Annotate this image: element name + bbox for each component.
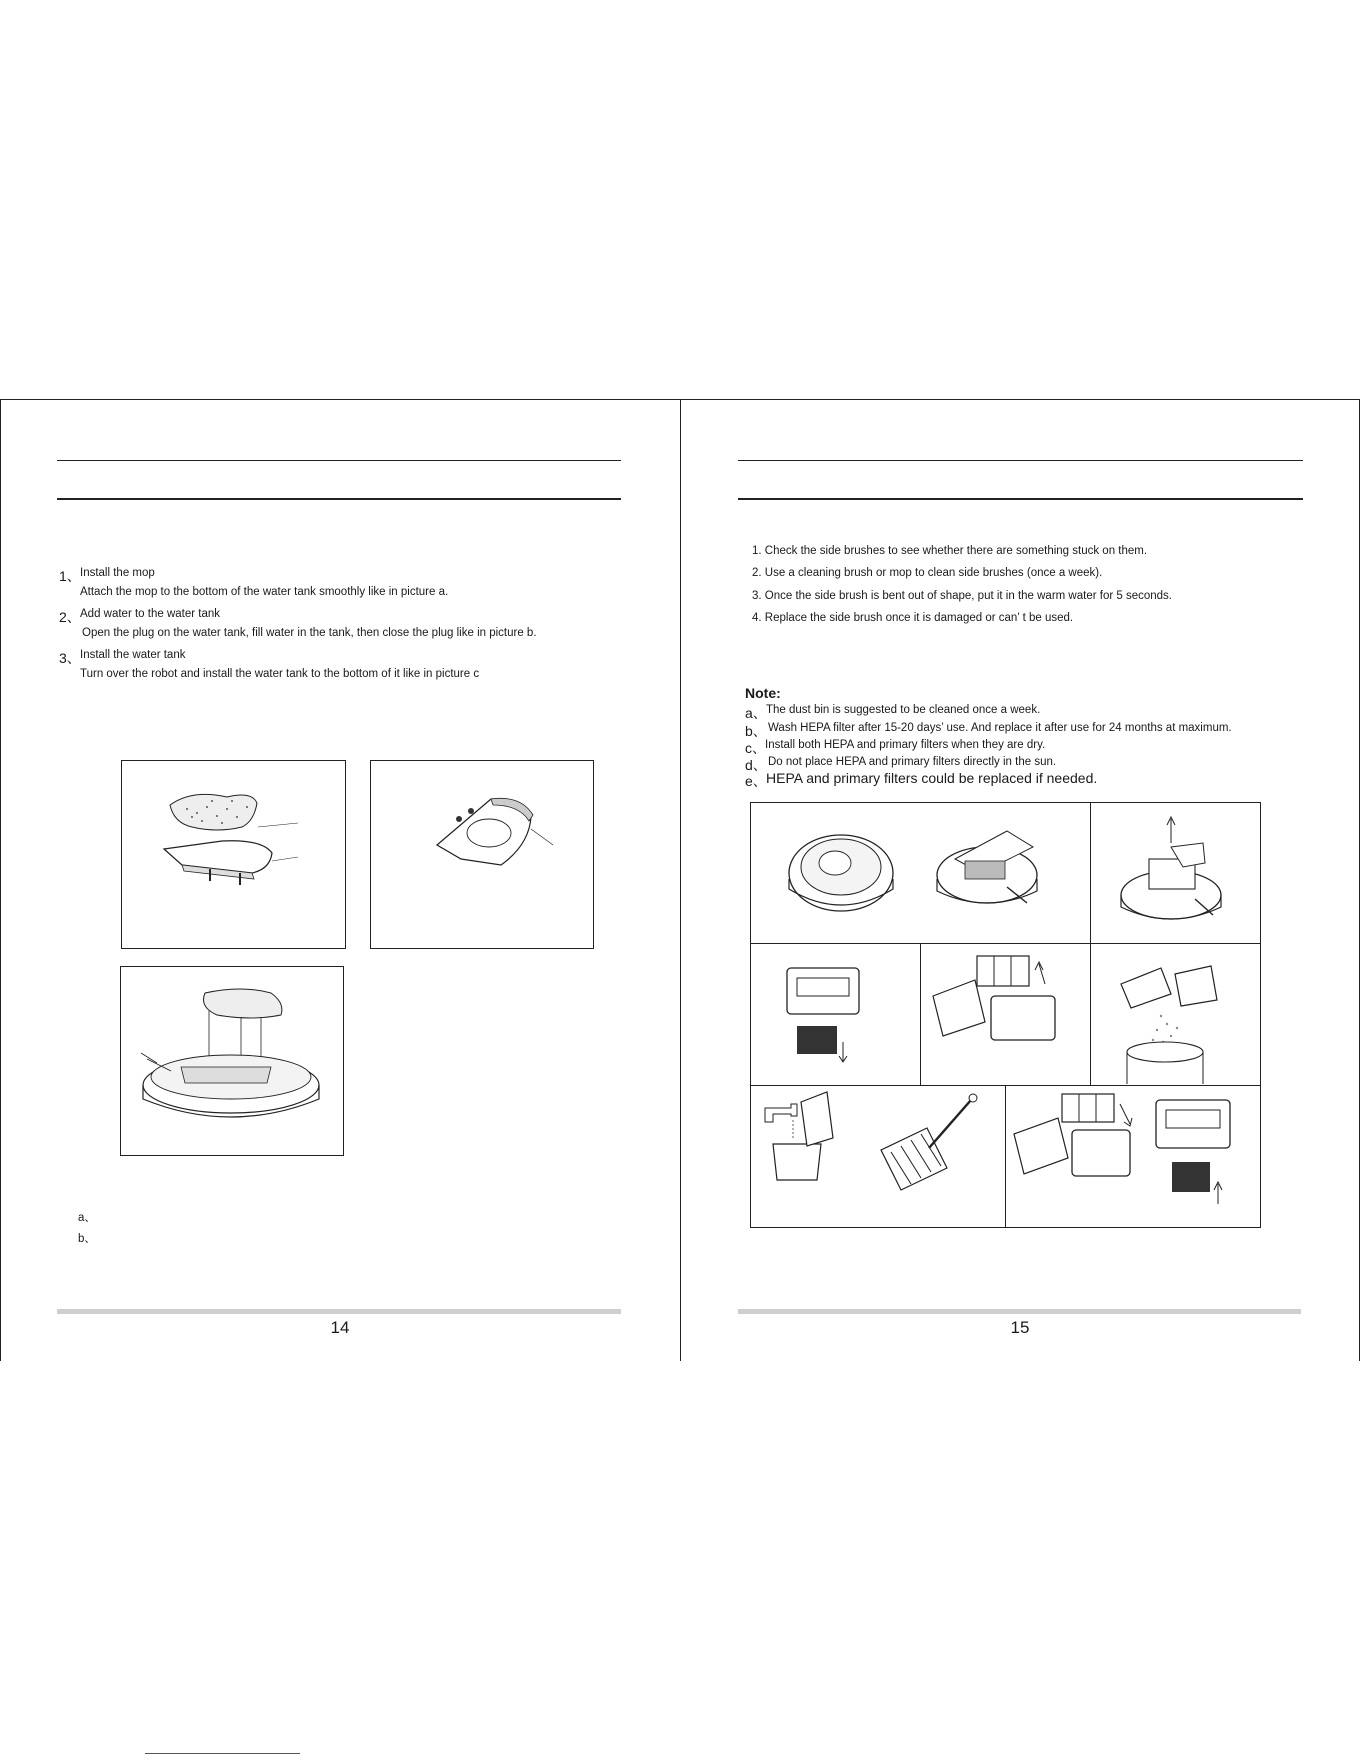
note-marker: a、 bbox=[745, 705, 767, 721]
note-text: Install both HEPA and primary filters when they are dry. bbox=[765, 739, 1046, 751]
brush-step: 4. Replace the side brush once it is damaged or can’ t be used. bbox=[752, 612, 1074, 624]
step-title: Add water to the water tank bbox=[80, 608, 220, 620]
step-number: 3、 bbox=[59, 650, 81, 666]
step-detail: Open the plug on the water tank, fill water in the tank, then close the plug like in picture b. bbox=[82, 627, 537, 639]
dust-bin-illustration bbox=[1091, 803, 1260, 943]
footer-rule bbox=[57, 1309, 621, 1314]
step-title: Install the water tank bbox=[80, 649, 186, 661]
water-tank-illustration bbox=[371, 761, 593, 948]
note-text: The dust bin is suggested to be cleaned once a week. bbox=[766, 704, 1041, 716]
step-number: 1、 bbox=[59, 568, 81, 584]
picture-b bbox=[370, 760, 594, 949]
bottom-link-underline bbox=[145, 1753, 300, 1754]
robot-top-illustration bbox=[751, 803, 1090, 943]
step-detail: Attach the mop to the bottom of the water tank smoothly like in picture a. bbox=[80, 586, 449, 598]
brush-step: 2. Use a cleaning brush or mop to clean side brushes (once a week). bbox=[752, 567, 1103, 579]
note-marker: e、 bbox=[745, 773, 767, 789]
list-marker: a、 bbox=[78, 1212, 96, 1224]
hepa-filter-illustration bbox=[921, 944, 1090, 1085]
header-rule-top bbox=[738, 460, 1303, 461]
list-marker: b、 bbox=[78, 1233, 96, 1245]
hepa-filter-illustration bbox=[1006, 1086, 1260, 1227]
faucet-icon bbox=[751, 1086, 1005, 1227]
brush-step: 1. Check the side brushes to see whether there are something stuck on them. bbox=[752, 545, 1148, 557]
hepa-filter-illustration bbox=[751, 944, 920, 1085]
header-rule-bottom bbox=[57, 498, 621, 500]
robot-underside-illustration bbox=[121, 967, 343, 1155]
note-marker: b、 bbox=[745, 723, 767, 739]
page-number: 14 bbox=[330, 1318, 350, 1337]
page-divider bbox=[680, 399, 681, 1361]
picture-c bbox=[120, 966, 344, 1156]
step-detail: Turn over the robot and install the water tank to the bottom of it like in picture c bbox=[80, 668, 480, 680]
brush-step: 3. Once the side brush is bent out of shape, put it in the warm water for 5 seconds. bbox=[752, 590, 1172, 602]
note-text: Wash HEPA filter after 15-20 days’ use. And replace it after use for 24 months at maximum. bbox=[768, 722, 1232, 734]
header-rule-bottom bbox=[738, 498, 1303, 500]
cleaning-brush-icon bbox=[881, 1094, 977, 1190]
page-number: 15 bbox=[1010, 1318, 1030, 1337]
note-text: HEPA and primary filters could be replaced if needed. bbox=[766, 770, 1098, 786]
dust-bin-illustration bbox=[1091, 944, 1260, 1085]
note-marker: c、 bbox=[745, 740, 766, 756]
step-title: Install the mop bbox=[80, 567, 155, 579]
note-label: Note: bbox=[745, 685, 781, 701]
mop-pad-illustration bbox=[122, 761, 345, 948]
footer-rule bbox=[738, 1309, 1301, 1314]
note-text: Do not place HEPA and primary filters directly in the sun. bbox=[768, 756, 1057, 768]
step-number: 2、 bbox=[59, 609, 81, 625]
note-marker: d、 bbox=[745, 757, 767, 773]
header-rule-top bbox=[57, 460, 621, 461]
picture-a bbox=[121, 760, 346, 949]
cleaning-figure-grid bbox=[750, 802, 1261, 1228]
